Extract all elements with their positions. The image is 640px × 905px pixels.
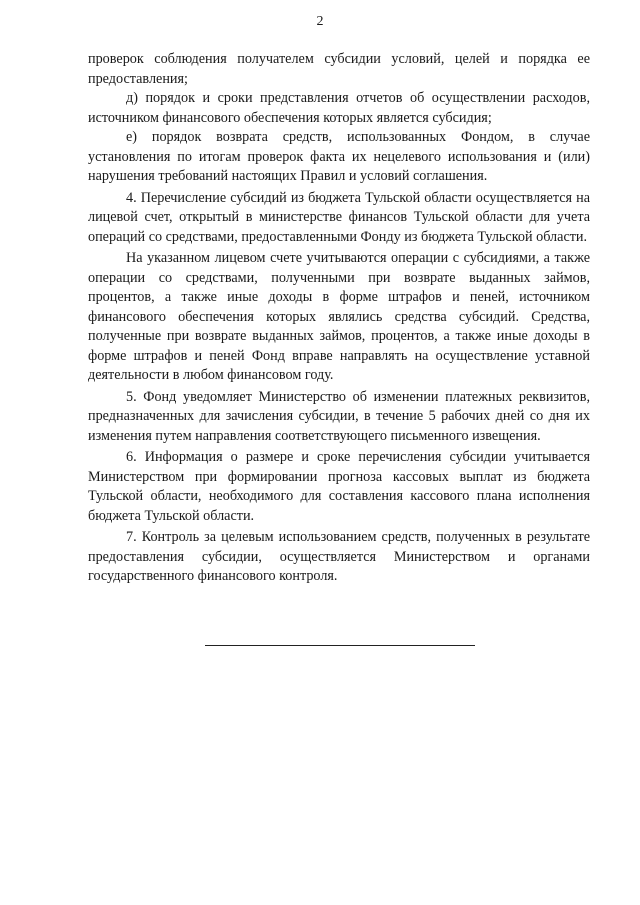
end-separator-line: [205, 645, 475, 646]
paragraph-section-5: 5. Фонд уведомляет Министерство об изменении платежных реквизитов, предназначенных для зачисления субсидии, в течение 5 рабочих дней со дня их изменения путем направления соответствующего письменного извещения.: [88, 388, 590, 444]
paragraph-item-e: е) порядок возврата средств, использованных Фондом, в случае установления по итогам проверок факта их нецелевого использования и (или) нарушения требований настоящих Правил и условий соглашения.: [88, 129, 590, 184]
paragraph-continuation: проверок соблюдения получателем субсидии условий, целей и порядка ее предоставления;: [88, 51, 590, 87]
paragraph-item-d: д) порядок и сроки представления отчетов об осуществлении расходов, источником финансового обеспечения которых является субсидия;: [88, 90, 590, 126]
paragraph-section-6: 6. Информация о размере и сроке перечисления субсидии учитывается Министерством при формировании прогноза кассовых выплат из бюджета Тульской области, необходимого для составления кассового плана исполнения бюджета Тульской области.: [88, 449, 590, 524]
paragraph-section-4: 4. Перечисление субсидий из бюджета Тульской области осуществляется на лицевой счет, открытый в министерстве финансов Тульской области для учета операций со средствами, предоставленными Фонду из бюджета Тульской области.: [88, 189, 590, 245]
page-number: 2: [316, 14, 324, 29]
paragraph-section-4-cont: На указанном лицевом счете учитываются операции с субсидиями, а также операции со средствами, полученными при возврате выданных займов, процентов, а также иные доходы в форме штрафов и пеней, источником финансового обеспечения которых являлись средства субсидий. Средства, полученные при возврате выданных займов, процентов, а также иные доходы в форме штрафов и пеней Фонд вправе направлять на осуществление уставной деятельности в любом финансовом году.: [88, 250, 590, 383]
document-body: [88, 50, 590, 587]
paragraph-section-7: 7. Контроль за целевым использованием средств, полученных в результате предоставления субсидии, осуществляется Министерством и органами государственного финансового контроля.: [88, 529, 590, 584]
